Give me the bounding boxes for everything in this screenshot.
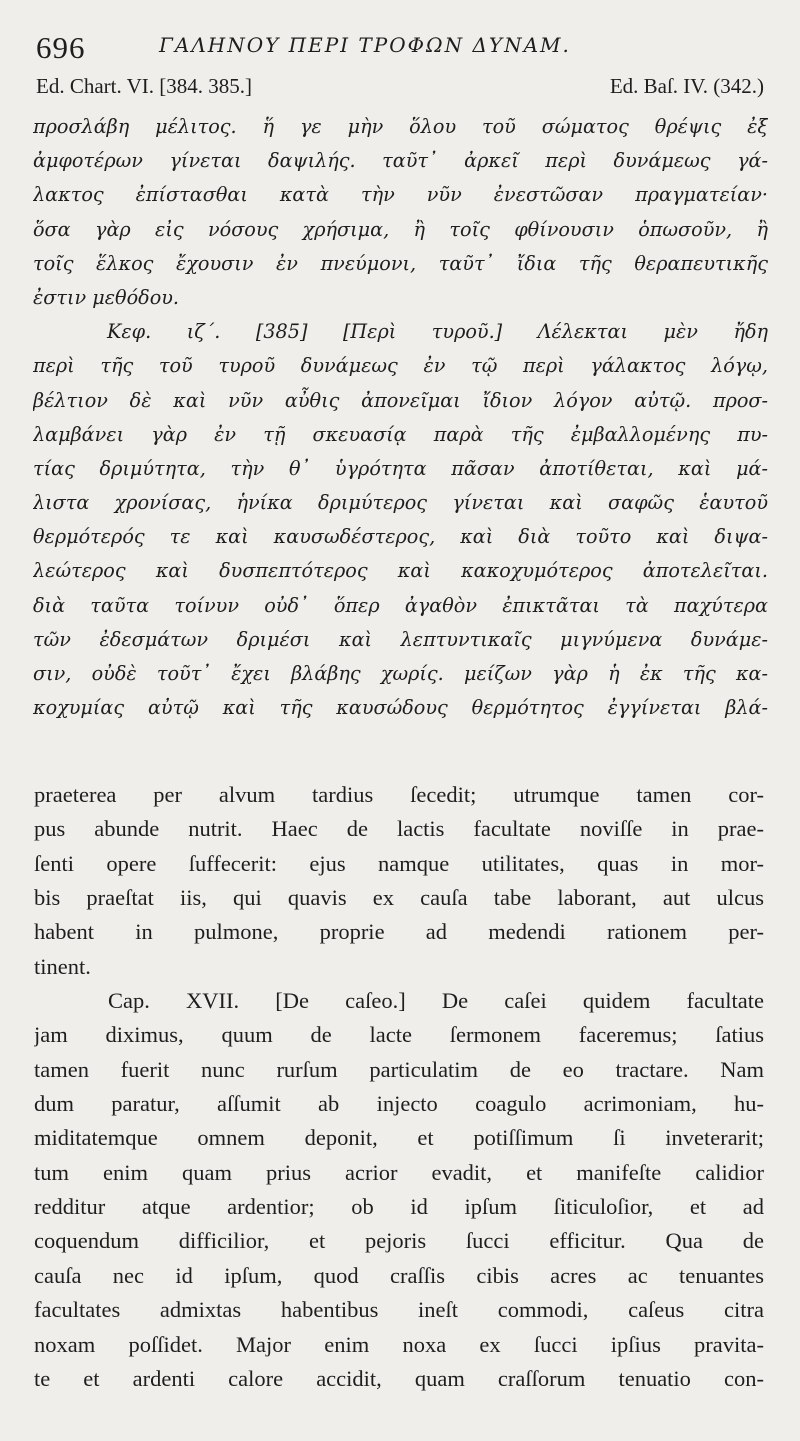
- latin-text-line: jam diximus, quum de lacte ſermonem faceremus; ſatius: [34, 1022, 764, 1048]
- latin-text-line: coquendum difficilior, et pejoris ſucci efficitur. Qua de: [34, 1228, 764, 1254]
- greek-text-line: σιν, οὐδὲ τοῦτ᾽ ἔχει βλάβης χωρίς. μείζων γὰρ ἡ ἐκ τῆς κα-: [33, 662, 768, 685]
- latin-text-line: miditatemque omnem deponit, et potiſſimum ſi inveterarit;: [34, 1125, 764, 1151]
- latin-text-line: praeterea per alvum tardius ſecedit; utrumque tamen cor-: [34, 782, 764, 807]
- edition-reference-line: [36, 74, 764, 102]
- latin-text-line: cauſa nec id ipſum, quod craſſis cibis acres ac tenuantes: [34, 1262, 764, 1288]
- greek-text-block: [33, 110, 768, 725]
- greek-text-line: θερμότερός τε καὶ καυσωδέστερος, καὶ διὰ τοῦτο καὶ διψα-: [33, 525, 768, 549]
- greek-text-line: περὶ τῆς τοῦ τυροῦ δυνάμεως ἐν τῷ περὶ γάλακτος λόγῳ,: [33, 354, 768, 378]
- edition-reference-basel: Ed. Baſ. IV. (342.): [609, 74, 764, 98]
- latin-text-block: [34, 778, 764, 1396]
- greek-text-line: προσλάβη μέλιτος. ἥ γε μὴν ὅλου τοῦ σώματος θρέψις ἐξ: [33, 115, 768, 138]
- latin-text-line: bis praeſtat iis, qui quavis ex cauſa tabe laborant, aut ulcus: [34, 885, 764, 911]
- greek-text-line: ἀμφοτέρων γίνεται δαψιλής. ταῦτ᾽ ἀρκεῖ περὶ δυνάμεως γά-: [33, 149, 768, 173]
- greek-text-line: λαμβάνει γὰρ ἐν τῇ σκευασίᾳ παρὰ τῆς ἐμβαλλομένης πυ-: [33, 422, 768, 446]
- latin-text-line: facultates admixtas habentibus ineſt commodi, caſeus citra: [34, 1297, 764, 1323]
- running-title: ΓΑΛΗΝΟΥ ΠΕΡΙ ΤΡΟΦΩΝ ΔΥΝΑΜ.: [159, 33, 571, 57]
- latin-text-line: tinent.: [34, 953, 91, 979]
- greek-text-line: τίας δριμύτητα, τὴν θ᾽ ὑγρότητα πᾶσαν ἀποτίθεται, καὶ μά-: [33, 456, 768, 480]
- greek-text-line: ὅσα γὰρ εἰς νόσους χρήσιμα, ἢ τοῖς φθίνουσιν ὁπωσοῦν, ἢ: [33, 217, 768, 241]
- latin-text-line: dum paratur, aſſumit ab injecto coagulo acrimoniam, hu-: [34, 1091, 764, 1117]
- greek-text-line: κοχυμίας αὐτῷ καὶ τῆς καυσώδους θερμότητος ἐγγίνεται βλά-: [33, 696, 768, 720]
- latin-text-line: redditur atque ardentior; ob id ipſum ſiticuloſior, et ad: [34, 1194, 764, 1220]
- page-number: 696: [36, 30, 86, 65]
- latin-chapter-heading-line: Cap. XVII. [De caſeo.] De caſei quidem facultate: [108, 988, 764, 1014]
- greek-text-line: λιστα χρονίσας, ἡνίκα δριμύτερος γίνεται καὶ σαφῶς ἑαυτοῦ: [33, 491, 768, 515]
- latin-text-line: tum enim quam prius acrior evadit, et manifeſte calidior: [34, 1159, 764, 1185]
- latin-text-line: noxam poſſidet. Major enim noxa ex ſucci ipſius pravita-: [34, 1331, 764, 1357]
- latin-text-line: pus abunde nutrit. Haec de lactis facultate noviſſe in prae-: [34, 816, 764, 842]
- latin-text-line: tamen fuerit nunc rurſum particulatim de eo tractare. Nam: [34, 1056, 764, 1082]
- greek-text-line: βέλτιον δὲ καὶ νῦν αὖθις ἀπονεῖμαι ἴδιον λόγον αὐτῷ. προσ-: [33, 388, 768, 412]
- edition-reference-chartier: Ed. Chart. VI. [384. 385.]: [36, 74, 252, 98]
- greek-text-line: τῶν ἐδεσμάτων δριμέσι καὶ λεπτυντικαῖς μιγνύμενα δυνάμε-: [33, 627, 768, 651]
- greek-text-line: λεώτερος καὶ δυσπεπτότερος καὶ κακοχυμότερος ἀποτελεῖται.: [33, 559, 768, 583]
- greek-text-line: ἐστιν μεθόδου.: [33, 285, 180, 309]
- latin-text-line: te et ardenti calore accidit, quam craſſorum tenuatio con-: [34, 1365, 764, 1391]
- latin-text-line: habent in pulmone, proprie ad medendi rationem per-: [34, 919, 764, 945]
- greek-text-line: λακτος ἐπίστασθαι κατὰ τὴν νῦν ἐνεστῶσαν πραγματείαν·: [33, 183, 768, 207]
- greek-text-line: τοῖς ἕλκος ἔχουσιν ἐν πνεύμονι, ταῦτ᾽ ἴδια τῆς θεραπευτικῆς: [33, 251, 768, 275]
- latin-text-line: ſenti opere ſuffecerit: ejus namque utilitates, quas in mor-: [34, 850, 764, 876]
- page-header: [36, 30, 764, 70]
- greek-chapter-heading-line: Κεφ. ιζ΄. [385] [Περὶ τυροῦ.] Λέλεκται μὲν ἤδη: [107, 320, 768, 344]
- greek-text-line: διὰ ταῦτα τοίνυν οὐδ᾽ ὅπερ ἀγαθὸν ἐπικτᾶται τὰ παχύτερα: [33, 593, 768, 617]
